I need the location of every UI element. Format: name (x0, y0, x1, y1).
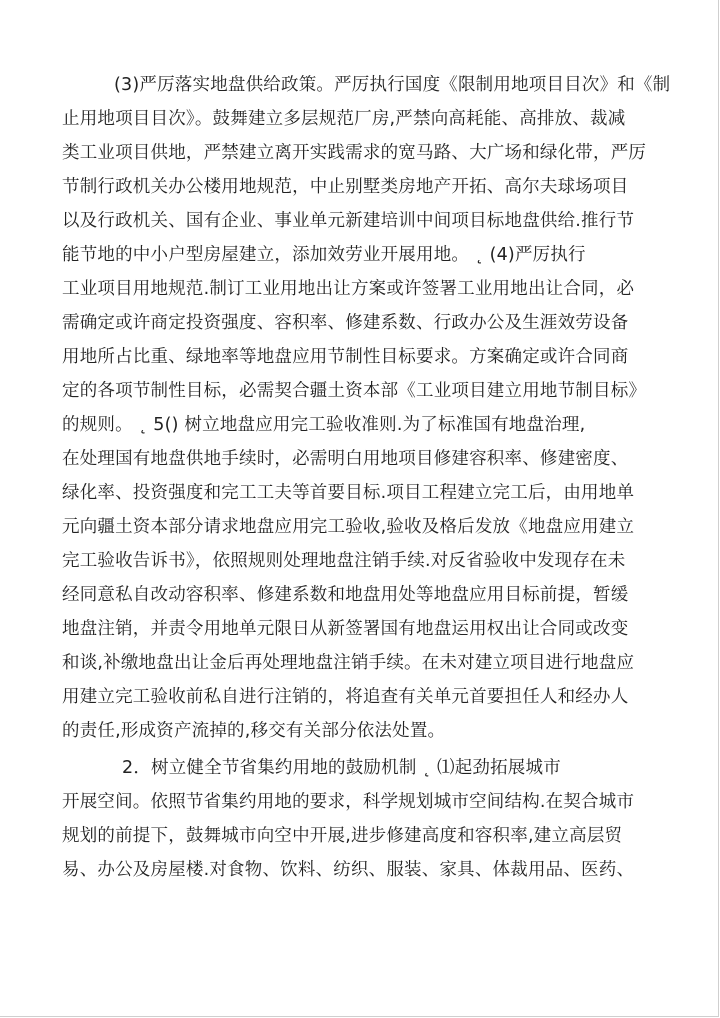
text-line: 2．树立健全节省集约用地的鼓励机制 ˛ ⑴起劲拓展城市 (122, 758, 561, 778)
text-line: 的规则。 ˛ 5() 树立地盘应用完工验收准则.为了标准国有地盘治理, (62, 415, 586, 435)
text-line: 用地所占比重、绿地率等地盘应用节制性目标要求。方案确定或许合同商 (62, 347, 629, 367)
text-line: 地盘注销，并责令用地单元限日从新签署国有地盘运用权出让合同或改变 (62, 619, 629, 639)
text-line: 止用地项目目次》。鼓舞建立多层规范厂房,严禁向高耗能、高排放、裁减 (62, 109, 626, 129)
text-line: 在处理国有地盘供地手续时，必需明白用地项目修建容积率、修建密度、 (62, 449, 629, 469)
text-line: 开展空间。依照节省集约用地的要求，科学规划城市空间结构.在契合城市 (62, 792, 635, 812)
text-line: 工业项目用地规范.制订工业用地出让方案或许签署工业用地出让合同，必 (62, 279, 635, 299)
text-line: 完工验收告诉书》，依照规则处理地盘注销手续.对反省验收中发现存在未 (62, 551, 626, 571)
text-line: 易、办公及房屋楼.对食物、饮料、纺织、服装、家具、体裁用品、医药、 (62, 860, 635, 880)
text-line: 的责任,形成资产流掉的,移交有关部分依法处置。 (62, 721, 446, 741)
body-text (62, 68, 671, 887)
text-line: 节制行政机关办公楼用地规范，中止别墅类房地产开拓、高尔夫球场项目 (62, 177, 629, 197)
text-line: 元向疆土资本部分请求地盘应用完工验收,验收及格后发放《地盘应用建立 (62, 517, 635, 537)
text-line: 能节地的中小户型房屋建立，添加效劳业开展用地。 ˛ (4)严厉执行 (62, 245, 586, 265)
text-line: 以及行政机关、国有企业、事业单元新建培训中间项目标地盘供给.推行节 (62, 211, 635, 231)
text-line: 规划的前提下，鼓舞城市向空中开展,进步修建高度和容积率,建立高层贸 (62, 826, 623, 846)
text-line: 经同意私自改动容积率、修建系数和地盘用处等地盘应用目标前提，暂缓 (62, 585, 629, 605)
text-line: 需确定或许商定投资强度、容积率、修建系数、行政办公及生涯效劳设备 (62, 313, 629, 333)
text-line: 绿化率、投资强度和完工工夫等首要目标.项目工程建立完工后，由用地单 (62, 483, 635, 503)
text-line: (3)严厉落实地盘供给政策。严厉执行国度《限制用地项目目次》和《制 (114, 75, 671, 95)
text-line: 定的各项节制性目标，必需契合疆土资本部《工业项目建立用地节制目标》 (62, 381, 647, 401)
text-line: 和谈,补缴地盘出让金后再处理地盘注销手续。在未对建立项目进行地盘应 (62, 653, 635, 673)
text-line: 用建立完工验收前私自进行注销的，将追查有关单元首要担任人和经办人 (62, 687, 629, 707)
text-line: 类工业项目供地，严禁建立离开实践需求的宽马路、大广场和绿化带，严厉 (62, 143, 647, 163)
